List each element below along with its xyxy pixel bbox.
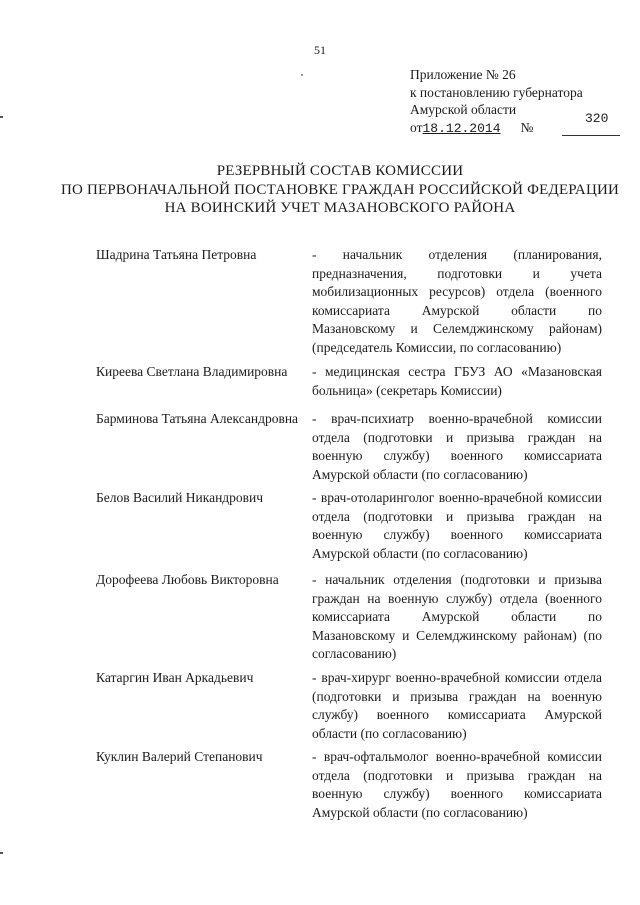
decree-date-number-line: [410, 110, 609, 138]
member-name: Шадрина Татьяна Петровна: [96, 247, 257, 262]
title-line-3: НА ВОИНСКИЙ УЧЕТ МАЗАНОВСКОГО РАЙОНА: [164, 200, 516, 216]
document-title: [60, 162, 620, 218]
number-sign: №: [520, 119, 534, 135]
scan-edge-mark: [0, 116, 3, 118]
member-name: Катаргин Иван Аркадьевич: [96, 670, 254, 685]
member-role: - врач-хирург военно-врачебной комиссии отдела (подготовки и призыва граждан на военную службу) военного комиссариата Амурской области (по согласованию): [312, 670, 602, 741]
appendix-decree-ref: к постановлению губернатора: [410, 84, 583, 100]
appendix-region: Амурской области: [410, 102, 517, 117]
scan-edge-mark: [0, 852, 3, 854]
member-role: - медицинская сестра ГБУЗ АО «Мазановская больница» (секретарь Комиссии): [312, 364, 602, 398]
member-name: Куклин Валерий Степанович: [96, 749, 263, 764]
member-name: Киреева Светлана Владимировна: [96, 364, 288, 379]
member-name: Барминова Татьяна Александровна: [96, 411, 299, 426]
member-name: Дорофеева Любовь Викторовна: [96, 572, 279, 587]
member-name: Белов Василий Никандрович: [96, 490, 264, 505]
member-role: - начальник отделения (планирования, предназначения, подготовки и учета мобилизационных ресурсов) отдела (военного комиссариата Амурской области по Мазановскому и Селемджинскому районам) (председатель Комиссии, по согласованию): [312, 247, 602, 355]
decree-number: 320: [585, 110, 609, 126]
date-prefix: от: [410, 119, 423, 135]
appendix-title: Приложение № 26: [410, 67, 516, 82]
title-line-2: ПО ПЕРВОНАЧАЛЬНОЙ ПОСТАНОВКЕ ГРАЖДАН РОССИЙСКОЙ ФЕДЕРАЦИИ: [60, 181, 620, 198]
page-number: 51: [314, 43, 326, 57]
member-role: - начальник отделения (подготовки и призыва граждан на военную службу) отдела (военного комиссариата Амурской области по Мазановскому и Селемджинскому районам) (по согласованию): [312, 572, 602, 661]
decree-date: 18.12.2014: [422, 120, 501, 136]
scan-speck: [301, 74, 303, 76]
member-role: - врач-психиатр военно-врачебной комиссии отдела (подготовки и призыва граждан на военную службу) военного комиссариата Амурской области (по согласованию): [312, 411, 602, 482]
title-line-1: РЕЗЕРВНЫЙ СОСТАВ КОМИССИИ: [216, 163, 464, 179]
member-role: - врач-офтальмолог военно-врачебной комиссии отдела (подготовки и призыва граждан на военную службу) военного комиссариата Амурской области (по согласованию): [312, 749, 602, 820]
appendix-block: [410, 66, 609, 137]
member-role: - врач-отоларинголог военно-врачебной комиссии отдела (подготовки и призыва граждан на военную службу) военного комиссариата Амурской области (по согласованию): [312, 490, 602, 561]
number-underline: [562, 135, 620, 136]
